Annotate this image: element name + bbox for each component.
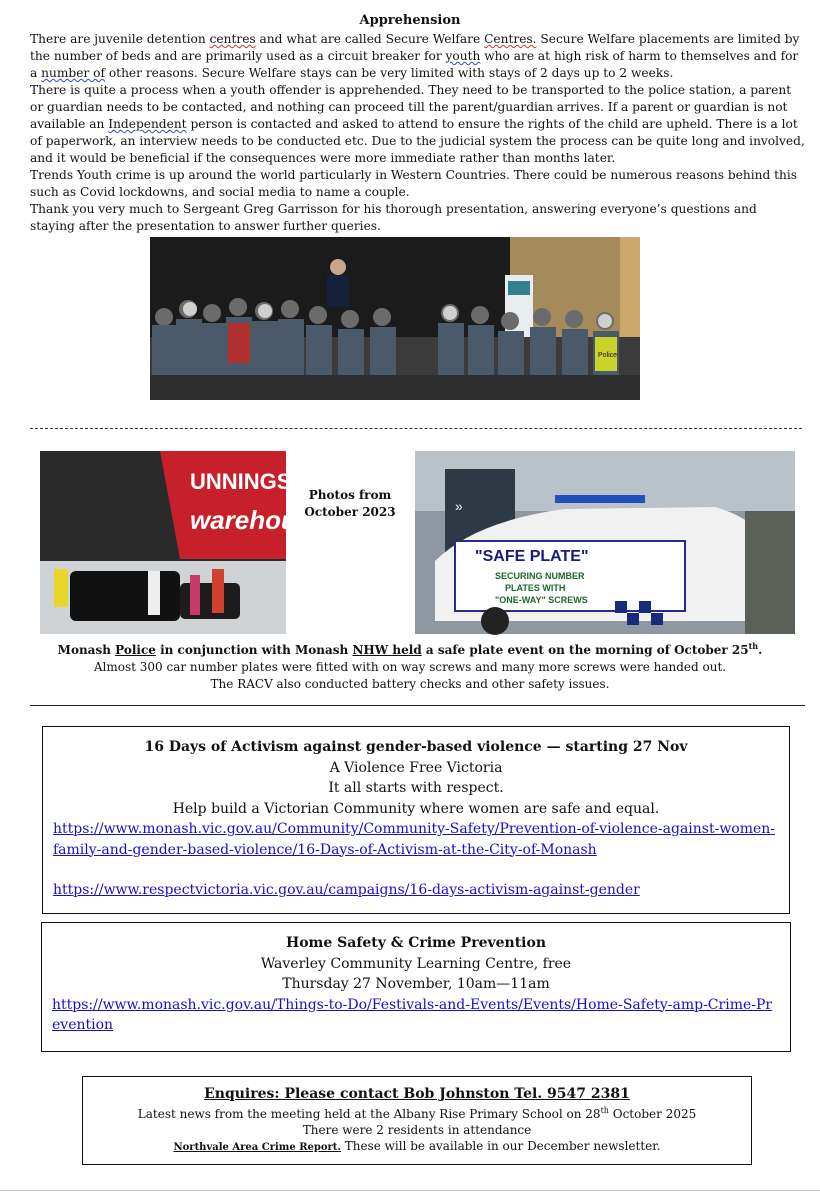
text-run: and what are called Secure Welfare (255, 32, 485, 46)
activism-heading: 16 Days of Activism against gender-based violence — starting 27 Nov (144, 739, 688, 755)
activism-line: It all starts with respect. (328, 780, 504, 796)
text-run: NHW held (352, 643, 422, 657)
text-run: Centres. (484, 32, 537, 46)
enquiries-line-1 (89, 1103, 745, 1122)
presentation-photo (150, 237, 640, 400)
text-run: . (758, 643, 763, 657)
home-safety-link[interactable] (52, 995, 780, 1036)
intro-text (30, 31, 805, 235)
text-run: person is contacted and asked to attend to ensure the rights of the child are upheld. There is a lot of paperwork, an interview needs to be conducted etc. Due to the judicial system the process can be quite long and involved, and it would be beneficial if the consequences were more immediate rather than months later. (30, 117, 805, 165)
text-run: Latest news from the meeting held at the Albany Rise Primary School on 28 (137, 1107, 601, 1121)
text-run: a safe plate event on the morning of October 25 (421, 643, 749, 657)
link-text[interactable]: https://www.monash.vic.gov.au/Community/Community-Safety/Prevention-of-violence-against-women-family-and-gender-based-violence/16-Days-of-Activism-at-the-City-of-Monash (53, 821, 776, 858)
report-title: Northvale Area Crime Report. (173, 1142, 341, 1153)
text-run: in conjunction with Monash (155, 643, 353, 657)
presentation-photo-illustration (150, 237, 640, 400)
text-run: October 2025 (608, 1107, 697, 1121)
superscript: th (600, 1106, 609, 1115)
enquiries-line-2: There were 2 residents in attendance (302, 1123, 532, 1137)
text-run: who are at high risk of harm to themselves and for a (30, 49, 799, 80)
intro-paragraph-4: Thank you very much to Sergeant Greg Garrisson for his thorough presentation, answering everyone’s questions and staying after the presentation to answer further queries. (30, 202, 757, 233)
police-vest-label: Police (598, 352, 618, 359)
enquiries-heading: Enquires: Please contact Bob Johnston Tel. 9547 2381 (204, 1086, 630, 1102)
sign-text: » (455, 498, 463, 514)
activism-line: Help build a Victorian Community where women are safe and equal. (172, 800, 660, 817)
store-sign-top: UNNINGS (190, 469, 292, 494)
text-run: Secure Welfare placements are limited by the number of beds and are primarily used as a circuit breaker for (30, 32, 800, 63)
intro-paragraph-3: Trends Youth crime is up around the world particularly in Western Countries. There could be numerous reasons behind this such as Covid lockdowns, and social media to name a couple. (30, 168, 798, 199)
activism-link-respect[interactable] (53, 880, 779, 901)
store-sign-bottom: warehouse (190, 505, 326, 535)
spacer (53, 860, 779, 880)
text-run: Independent (108, 117, 187, 131)
home-safety-box (41, 922, 791, 1052)
car-sign-line: SECURING NUMBER (495, 571, 585, 581)
section-title: Apprehension (359, 13, 461, 28)
text-run: There are juvenile detention (30, 32, 210, 46)
caption-line: October 2023 (304, 505, 396, 519)
caption-line: Photos from (308, 488, 392, 502)
activism-link-monash[interactable] (53, 819, 779, 860)
text-run: other reasons. Secure Welfare stays can be very limited with stays of 2 days up to 2 weeks. (104, 66, 674, 80)
solid-divider (30, 705, 805, 706)
event-line-1 (0, 638, 820, 659)
store-photo-illustration (40, 451, 326, 634)
photos-caption (300, 487, 400, 521)
store-photo (40, 451, 326, 634)
text-run: centres (209, 32, 256, 46)
enquiries-box (82, 1076, 752, 1165)
activism-box (42, 726, 790, 914)
car-sign-line: "ONE-WAY" SCREWS (495, 595, 588, 605)
link-text[interactable]: https://www.monash.vic.gov.au/Things-to-Do/Festivals-and-Events/Events/Home-Safety-amp-Crime-Prevention (52, 996, 773, 1033)
home-safety-line: Thursday 27 November, 10am—11am (282, 976, 550, 992)
intro-paragraph-1 (30, 31, 805, 82)
intro-paragraph-2 (30, 82, 805, 167)
police-car-illustration (415, 451, 795, 634)
home-safety-heading: Home Safety & Crime Prevention (285, 935, 547, 951)
superscript: th (748, 641, 759, 651)
car-banner: "SAFE PLATE" (475, 548, 589, 565)
car-sign-line: PLATES WITH (505, 583, 566, 593)
enquiries-line-3 (89, 1138, 745, 1156)
link-text[interactable]: https://www.respectvictoria.vic.gov.au/campaigns/16-days-activism-against-gender (53, 882, 640, 898)
event-line-3: The RACV also conducted battery checks and other safety issues. (210, 677, 610, 691)
event-line-2: Almost 300 car number plates were fitted with on way screws and many more screws were handed out. (93, 660, 727, 674)
text-run: These will be available in our December newsletter. (340, 1139, 661, 1153)
text-run: Monash (57, 643, 116, 657)
police-car-photo (415, 451, 795, 634)
page-bottom-edge (0, 1190, 820, 1191)
home-safety-line: Waverley Community Learning Centre, free (260, 955, 572, 972)
text-run: There is quite a process when a youth offender is apprehended. They need to be transported to the police station, a parent or guardian needs to be contacted, and nothing can proceed till the parent/guardian arrives. If a parent or guardian is not available an (30, 83, 792, 131)
text-run: number of (41, 66, 105, 80)
activism-line: A Violence Free Victoria (329, 759, 503, 776)
text-run: Police (115, 643, 156, 657)
dashed-divider (30, 428, 802, 429)
safe-plate-event (0, 638, 820, 693)
text-run: youth (445, 49, 481, 63)
